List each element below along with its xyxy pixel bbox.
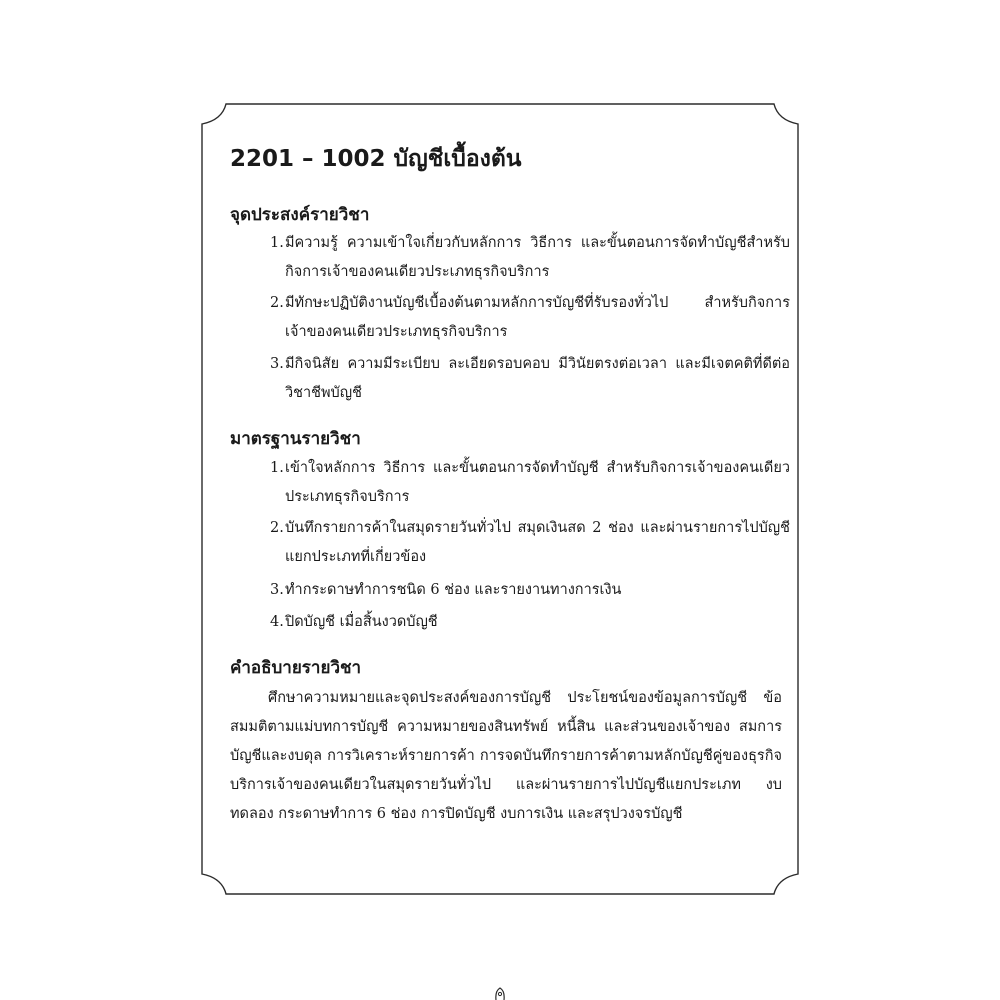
objective-item xyxy=(270,229,790,287)
objective-text: มีความรู้ ความเข้าใจเกี่ยวกับหลักการ วิธีการ และขั้นตอนการจัดทำบัญชีสำหรับกิจการเจ้าของคนเดียวประเภทธุรกิจบริการ xyxy=(285,235,790,280)
standard-number: 1. xyxy=(270,460,284,476)
standard-text: เข้าใจหลักการ วิธีการ และขั้นตอนการจัดทำบัญชี สำหรับกิจการเจ้าของคนเดียวประเภทธุรกิจบริการ xyxy=(285,460,790,505)
objective-item xyxy=(270,289,790,347)
standard-item xyxy=(270,608,790,637)
objectives-heading: จุดประสงค์รายวิชา xyxy=(230,205,370,225)
standard-item xyxy=(270,514,790,572)
objective-number: 2. xyxy=(270,295,284,311)
standard-number: 3. xyxy=(270,582,284,598)
objective-text: มีทักษะปฏิบัติงานบัญชีเบื้องต้นตามหลักการบัญชีที่รับรองทั่วไป สำหรับกิจการเจ้าของคนเดียวประเภทธุรกิจบริการ xyxy=(285,295,790,340)
course-title: 2201 – 1002 บัญชีเบื้องต้น xyxy=(230,146,522,172)
standard-text: บันทึกรายการค้าในสมุดรายวันทั่วไป สมุดเงินสด 2 ช่อง และผ่านรายการไปบัญชีแยกประเภทที่เกี่ยวข้อง xyxy=(285,520,790,565)
objective-item xyxy=(270,350,790,408)
standard-text: ปิดบัญชี เมื่อสิ้นงวดบัญชี xyxy=(285,614,438,630)
standard-item xyxy=(270,454,790,512)
page-ornament-icon xyxy=(493,985,507,1000)
objective-text: มีกิจนิสัย ความมีระเบียบ ละเอียดรอบคอบ มีวินัยตรงต่อเวลา และมีเจตคติที่ดีต่อวิชาชีพบัญชี xyxy=(285,356,790,401)
standard-number: 2. xyxy=(270,520,284,536)
description-heading: คำอธิบายรายวิชา xyxy=(230,658,362,678)
standard-item xyxy=(270,576,790,605)
objective-number: 1. xyxy=(270,235,284,251)
standard-number: 4. xyxy=(270,614,284,630)
objective-number: 3. xyxy=(270,356,284,372)
standards-heading: มาตรฐานรายวิชา xyxy=(230,429,361,449)
description-text: ศึกษาความหมายและจุดประสงค์ของการบัญชี ประโยชน์ของข้อมูลการบัญชี ข้อสมมติตามแม่บทการบัญชี ความหมายของสินทรัพย์ หนี้สิน และส่วนของเจ้าของ สมการบัญชีและงบดุล การวิเคราะห์รายการค้า การจดบันทึกรายการค้าตามหลักบัญชีคู่ของธุรกิจบริการเจ้าของคนเดียวในสมุดรายวันทั่วไป และผ่านรายการไปบัญชีแยกประเภท งบทดลอง กระดาษทำการ 6 ช่อง การปิดบัญชี งบการเงิน และสรุปวงจรบัญชี xyxy=(230,690,782,822)
standard-text: ทำกระดาษทำการชนิด 6 ช่อง และรายงานทางการเงิน xyxy=(285,582,622,598)
